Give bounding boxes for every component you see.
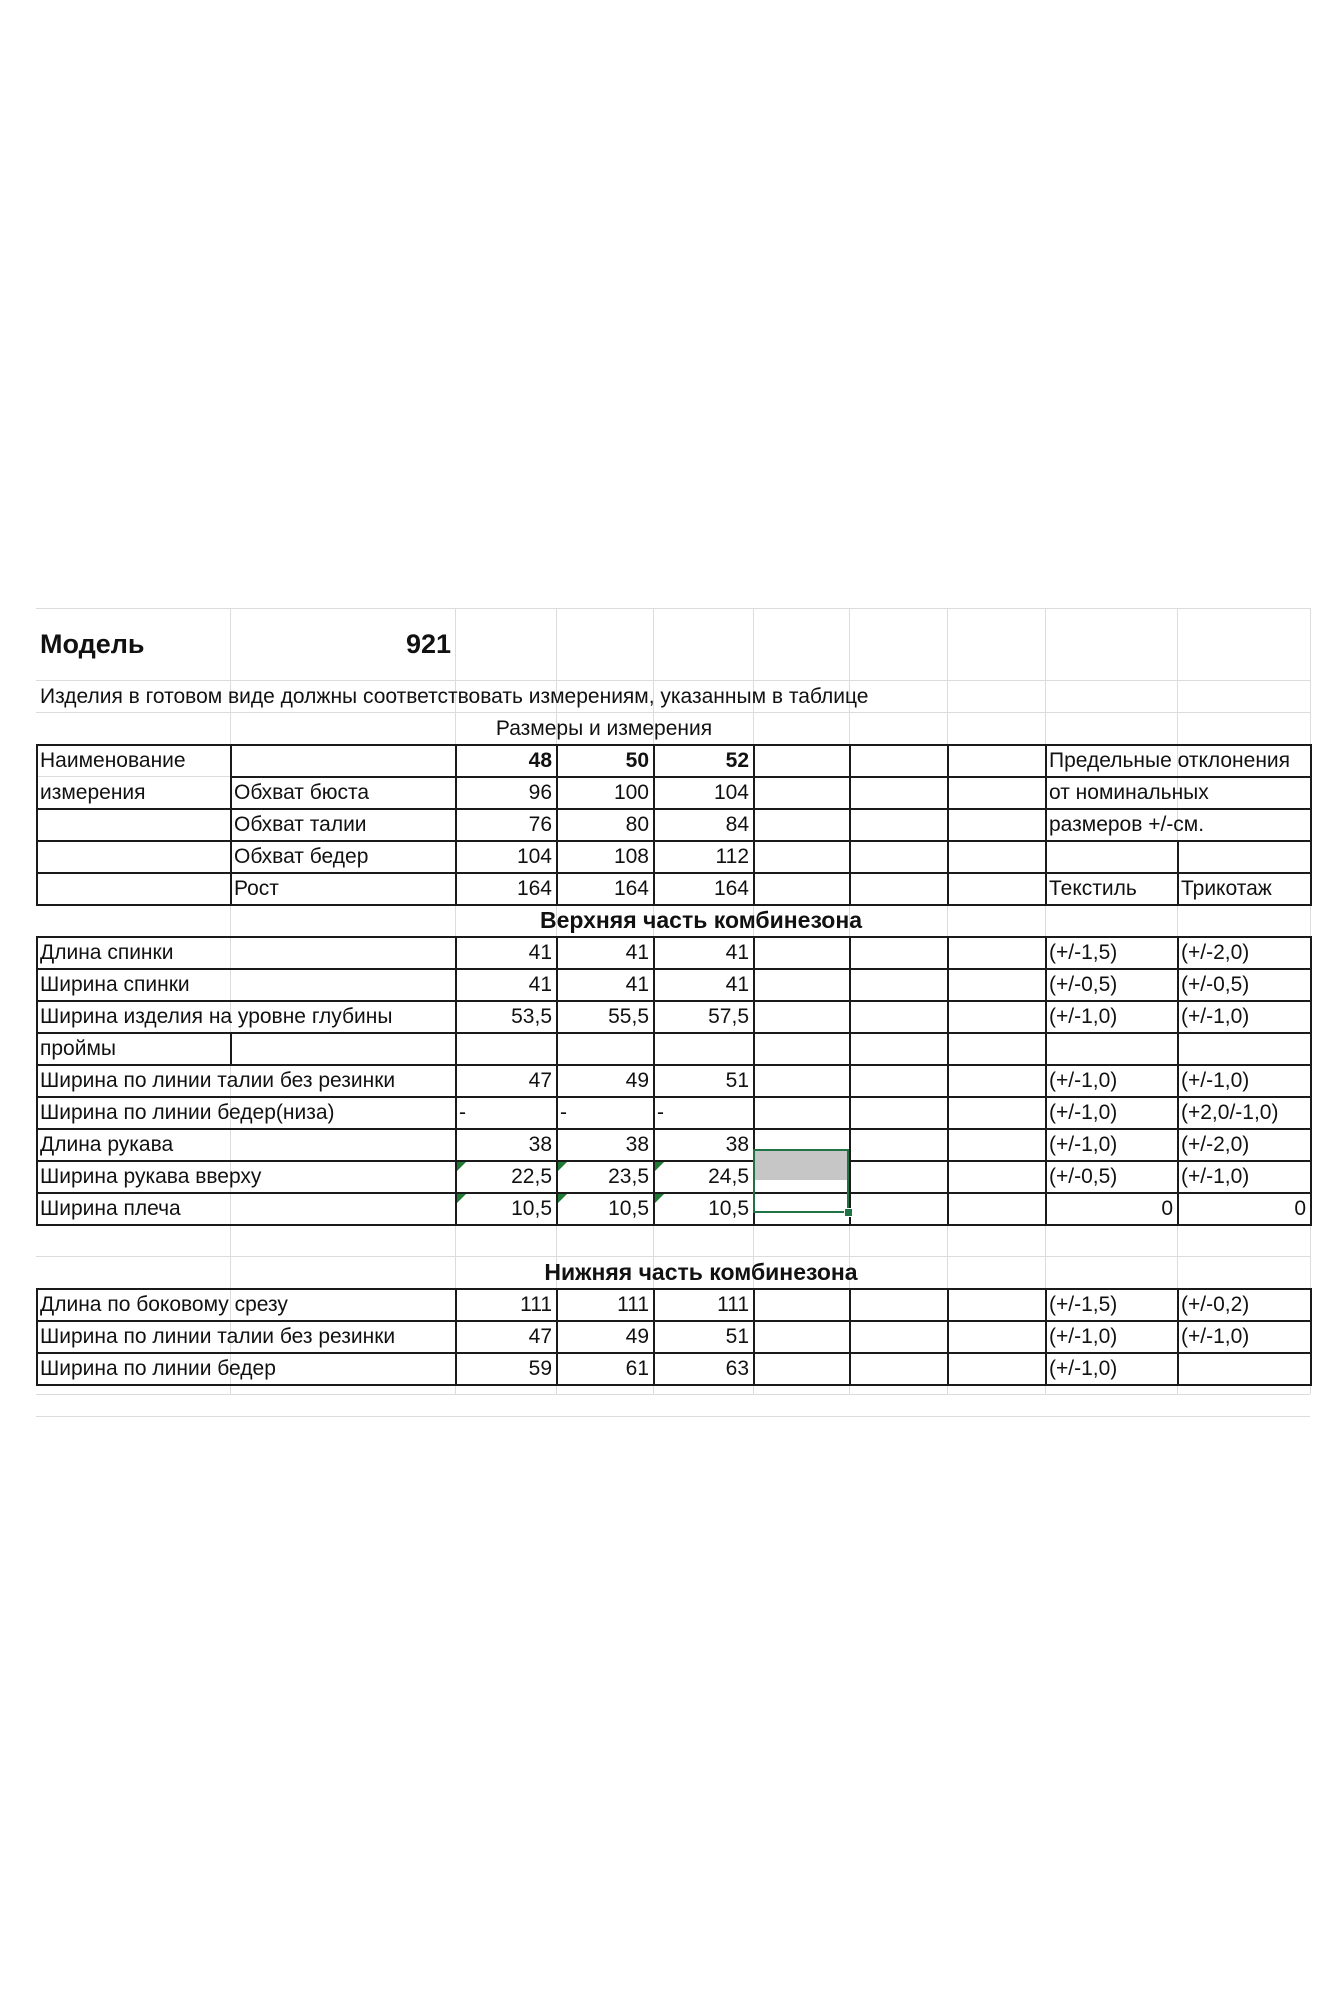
upper-col-border (653, 936, 655, 1226)
lower-row-textile-cell[interactable]: (+/-1,0) (1049, 1356, 1118, 1380)
gridline-horizontal (36, 1416, 1310, 1417)
upper-row-value-cell[interactable]: 51 (725, 1068, 749, 1092)
fill-handle[interactable] (844, 1208, 853, 1217)
measurement-value-cell[interactable]: 80 (625, 812, 649, 836)
measurement-value-cell[interactable]: 112 (715, 844, 749, 868)
header-col-border (947, 744, 949, 906)
upper-row-knit-cell[interactable]: (+/-1,0) (1181, 1068, 1250, 1092)
measurement-value-cell[interactable]: 76 (528, 812, 552, 836)
header-row-border (1045, 808, 1312, 810)
error-marker-icon[interactable] (558, 1194, 567, 1203)
lower-row-textile-cell[interactable]: (+/-1,0) (1049, 1324, 1118, 1348)
upper-col-border (1045, 936, 1047, 1226)
upper-row-border (36, 968, 1312, 970)
lower-col-border (653, 1288, 655, 1386)
upper-row-border (36, 1000, 1312, 1002)
lower-section-title-cell[interactable]: Нижняя часть комбинезона (544, 1258, 858, 1285)
lower-row-textile-cell[interactable]: (+/-1,5) (1049, 1292, 1118, 1316)
model-number-cell[interactable]: 921 (405, 628, 451, 659)
lower-row-name-cell[interactable]: Ширина по линии талии без резинки (40, 1324, 396, 1348)
measurement-name-cell[interactable]: Обхват талии (234, 812, 367, 836)
tolerance-col-knit-cell[interactable]: Трикотаж (1181, 876, 1272, 900)
upper-row-value-cell[interactable]: 57,5 (708, 1004, 749, 1028)
upper-row-value-cell[interactable]: 49 (625, 1068, 649, 1092)
upper-row-name-cell[interactable]: Ширина по линии талии без резинки (40, 1068, 396, 1092)
upper-row-value-cell[interactable]: 22,5 (511, 1164, 552, 1188)
lower-row-name-cell[interactable]: Длина по боковому срезу (40, 1292, 288, 1316)
upper-row-border (36, 1160, 1312, 1162)
measurement-name-cell[interactable]: Обхват бюста (234, 780, 370, 804)
upper-row-textile-cell[interactable]: (+/-0,5) (1049, 972, 1118, 996)
error-marker-icon[interactable] (457, 1162, 466, 1171)
error-marker-icon[interactable] (558, 1162, 567, 1171)
lower-row-value-cell[interactable]: 111 (717, 1292, 749, 1316)
header-row-border (230, 840, 1047, 842)
upper-row-name-cell[interactable]: Ширина рукава вверху (40, 1164, 262, 1188)
header-row-border (36, 840, 232, 842)
upper-row-value-cell[interactable]: 38 (625, 1132, 649, 1156)
header-col-border (653, 744, 655, 906)
upper-col-border (455, 936, 457, 1226)
upper-row-border (455, 1064, 1312, 1066)
upper-row-textile-cell[interactable]: (+/-1,0) (1049, 1132, 1118, 1156)
upper-row-value-cell[interactable]: 47 (528, 1068, 552, 1092)
upper-col-border (849, 936, 851, 1226)
upper-row-name-cell[interactable]: Ширина по линии бедер(низа) (40, 1100, 335, 1124)
header-row-border (36, 872, 232, 874)
error-marker-icon[interactable] (457, 1194, 466, 1203)
upper-row-border (36, 1032, 457, 1034)
cell-selection-range[interactable] (753, 1149, 849, 1213)
lower-row-value-cell[interactable]: 63 (725, 1356, 749, 1380)
header-col-border (455, 744, 457, 906)
lower-col-border (1177, 1288, 1179, 1386)
upper-row-value-cell[interactable]: 41 (528, 940, 552, 964)
model-label-cell[interactable]: Модель (40, 628, 145, 659)
lower-row-value-cell[interactable]: 47 (528, 1324, 552, 1348)
measurement-value-cell[interactable]: 164 (713, 876, 749, 900)
upper-row-knit-cell[interactable]: (+/-2,0) (1181, 1132, 1250, 1156)
upper-col-border (1177, 936, 1179, 1226)
header-block-border (36, 744, 1312, 906)
lower-row-value-cell[interactable]: 49 (625, 1324, 649, 1348)
upper-section-title-cell[interactable]: Верхняя часть комбинезона (539, 906, 863, 933)
upper-row-value-cell[interactable]: - (657, 1100, 664, 1124)
upper-row-name-cell[interactable]: Ширина изделия на уровне глубины (40, 1004, 393, 1028)
lower-row-value-cell[interactable]: 111 (617, 1292, 649, 1316)
upper-row-value-cell[interactable]: 41 (625, 972, 649, 996)
header-col-border (230, 744, 232, 906)
upper-row-value-cell[interactable]: 10,5 (511, 1196, 552, 1220)
upper-row-value-cell[interactable]: 53,5 (511, 1004, 552, 1028)
error-marker-icon[interactable] (655, 1162, 664, 1171)
upper-row-name-cell[interactable]: Длина рукава (40, 1132, 174, 1156)
tolerance-header-cell[interactable]: от номинальных (1049, 780, 1209, 804)
upper-row-knit-cell[interactable]: 0 (1294, 1196, 1306, 1220)
upper-row-knit-cell[interactable]: (+/-1,0) (1181, 1004, 1250, 1028)
note-cell[interactable]: Изделия в готовом виде должны соответствовать измерениям, указанным в таблице (40, 684, 869, 708)
size-50-header-cell[interactable]: 50 (625, 748, 649, 772)
upper-row-border (455, 1032, 1312, 1034)
upper-row-knit-cell[interactable]: (+/-1,0) (1181, 1164, 1250, 1188)
upper-row-value-cell[interactable]: - (560, 1100, 567, 1124)
upper-row-name-cell[interactable]: Длина спинки (40, 940, 174, 964)
lower-block-border (36, 1288, 1312, 1386)
upper-row-knit-cell[interactable]: (+/-2,0) (1181, 940, 1250, 964)
measurement-value-cell[interactable]: 164 (613, 876, 649, 900)
upper-row-textile-cell[interactable]: 0 (1161, 1196, 1173, 1220)
header-row-border (230, 808, 1047, 810)
upper-row-name-cell[interactable]: проймы (40, 1036, 116, 1060)
upper-col-border (556, 936, 558, 1226)
upper-row-textile-cell[interactable]: (+/-1,0) (1049, 1004, 1118, 1028)
upper-row-value-cell[interactable]: 41 (725, 972, 749, 996)
lower-row-border (36, 1320, 1312, 1322)
upper-row-value-cell[interactable]: 41 (725, 940, 749, 964)
measurement-value-cell[interactable]: 164 (516, 876, 552, 900)
upper-row-value-cell[interactable]: 38 (528, 1132, 552, 1156)
header-row-border (230, 872, 1047, 874)
lower-col-border (947, 1288, 949, 1386)
lower-col-border (753, 1288, 755, 1386)
header-col-border (849, 744, 851, 906)
gridline-horizontal (36, 1394, 1310, 1395)
lower-col-border (849, 1288, 851, 1386)
upper-row-value-cell[interactable]: 41 (528, 972, 552, 996)
measurement-value-cell[interactable]: 96 (528, 780, 552, 804)
lower-col-border (455, 1288, 457, 1386)
upper-row-textile-cell[interactable]: (+/-1,0) (1049, 1100, 1118, 1124)
header-col-border (1177, 840, 1179, 906)
header-row-border (1045, 776, 1312, 778)
upper-row-border (36, 1096, 1312, 1098)
header-row-border (36, 808, 232, 810)
lower-col-border (556, 1288, 558, 1386)
sizes-header-cell[interactable]: Размеры и измерения (495, 716, 713, 740)
lower-row-value-cell[interactable]: 61 (625, 1356, 649, 1380)
upper-row-border (36, 1064, 457, 1066)
upper-row-knit-cell[interactable]: (+/-0,5) (1181, 972, 1250, 996)
lower-row-border (36, 1352, 1312, 1354)
upper-row-border (36, 1192, 1312, 1194)
lower-row-knit-cell[interactable]: (+/-0,2) (1181, 1292, 1250, 1316)
measurement-value-cell[interactable]: 104 (516, 844, 552, 868)
header-col-border (556, 744, 558, 906)
upper-row-name-cell[interactable]: Ширина спинки (40, 972, 190, 996)
lower-row-knit-cell[interactable]: (+/-1,0) (1181, 1324, 1250, 1348)
upper-row-value-cell[interactable]: - (459, 1100, 466, 1124)
upper-row-value-cell[interactable]: 24,5 (708, 1164, 749, 1188)
naim-cell[interactable]: Наименование (40, 748, 186, 772)
naim-cell[interactable]: измерения (40, 780, 146, 804)
header-row-border (230, 776, 1047, 778)
upper-row-value-cell[interactable]: 10,5 (708, 1196, 749, 1220)
upper-col-border (230, 1032, 232, 1066)
error-marker-icon[interactable] (655, 1194, 664, 1203)
upper-row-textile-cell[interactable]: (+/-0,5) (1049, 1164, 1118, 1188)
upper-row-textile-cell[interactable]: (+/-1,0) (1049, 1068, 1118, 1092)
size-48-header-cell[interactable]: 48 (528, 748, 552, 772)
upper-row-textile-cell[interactable]: (+/-1,5) (1049, 940, 1118, 964)
upper-row-border (36, 1128, 1312, 1130)
upper-block-border (36, 936, 1312, 1226)
upper-row-value-cell[interactable]: 38 (725, 1132, 749, 1156)
lower-col-border (1045, 1288, 1047, 1386)
upper-row-value-cell[interactable]: 41 (625, 940, 649, 964)
upper-row-value-cell[interactable]: 23,5 (608, 1164, 649, 1188)
measurement-name-cell[interactable]: Обхват бедер (234, 844, 369, 868)
measurement-value-cell[interactable]: 104 (713, 780, 749, 804)
lower-row-name-cell[interactable]: Ширина по линии бедер (40, 1356, 276, 1380)
measurement-name-cell[interactable]: Рост (234, 876, 279, 900)
header-col-border (753, 744, 755, 906)
upper-row-value-cell[interactable]: 10,5 (608, 1196, 649, 1220)
lower-row-value-cell[interactable]: 111 (520, 1292, 552, 1316)
header-col-border (1045, 744, 1047, 906)
lower-row-value-cell[interactable]: 59 (528, 1356, 552, 1380)
upper-col-border (947, 936, 949, 1226)
upper-row-name-cell[interactable]: Ширина плеча (40, 1196, 181, 1220)
upper-row-knit-cell[interactable]: (+2,0/-1,0) (1181, 1100, 1279, 1124)
measurement-value-cell[interactable]: 100 (613, 780, 649, 804)
measurement-value-cell[interactable]: 108 (613, 844, 649, 868)
tolerance-header-cell[interactable]: Предельные отклонения (1049, 748, 1291, 772)
upper-row-value-cell[interactable]: 55,5 (608, 1004, 649, 1028)
measurement-value-cell[interactable]: 84 (725, 812, 749, 836)
tolerance-header-cell[interactable]: размеров +/-см. (1049, 812, 1205, 836)
tolerance-col-textile-cell[interactable]: Текстиль (1049, 876, 1137, 900)
lower-row-value-cell[interactable]: 51 (725, 1324, 749, 1348)
size-52-header-cell[interactable]: 52 (725, 748, 749, 772)
